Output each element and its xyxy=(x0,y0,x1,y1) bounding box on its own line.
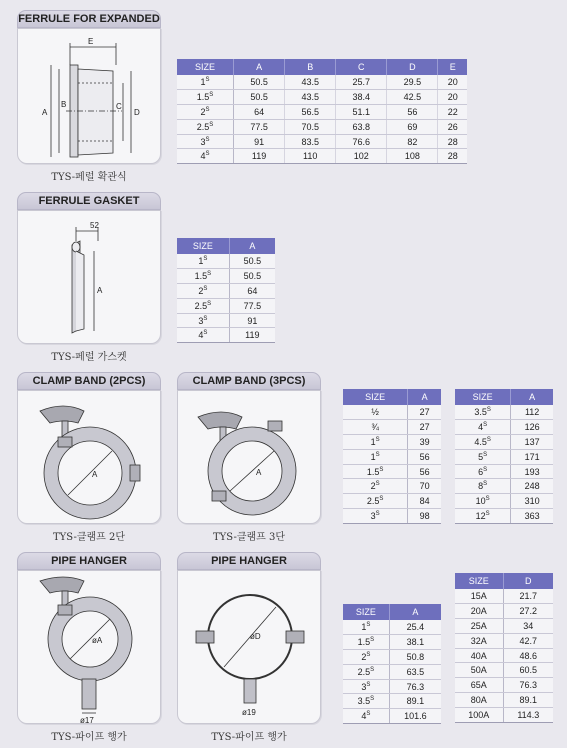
table-row xyxy=(343,664,441,679)
value-cell: 76.3 xyxy=(503,678,553,693)
dim-a-label: A xyxy=(42,108,48,117)
size-cell: $3.5^S$ xyxy=(343,694,389,709)
value-cell: 70.5 xyxy=(285,119,336,134)
value-cell: 20 xyxy=(438,75,467,90)
value-cell: 91 xyxy=(229,313,275,328)
size-cell: $4^S$ xyxy=(343,709,389,724)
dim-52-label: 52 xyxy=(90,221,99,230)
value-cell: 50.5 xyxy=(234,90,285,105)
clamp-3pcs-drawing-panel xyxy=(177,390,321,524)
table-row xyxy=(343,405,441,420)
table-row xyxy=(455,509,553,524)
column-header: D xyxy=(387,59,438,75)
table-row xyxy=(177,298,275,313)
value-cell: 42.7 xyxy=(503,633,553,648)
value-cell: 38.4 xyxy=(336,90,387,105)
size-cell: $2^S$ xyxy=(343,479,408,494)
column-header: SIZE xyxy=(343,604,389,620)
table-row xyxy=(343,694,441,709)
value-cell: 84 xyxy=(408,494,441,509)
value-cell: 56.5 xyxy=(285,105,336,120)
size-cell: $2.5^S$ xyxy=(343,494,408,509)
column-header: SIZE xyxy=(343,389,408,405)
value-cell: 77.5 xyxy=(234,119,285,134)
value-cell: 108 xyxy=(387,149,438,164)
value-cell: 310 xyxy=(511,494,553,509)
table-row xyxy=(177,328,275,343)
value-cell: 28 xyxy=(438,149,467,164)
size-cell: $2^S$ xyxy=(177,284,229,299)
table-row xyxy=(455,619,553,634)
size-cell: $6^S$ xyxy=(455,464,511,479)
table-row xyxy=(455,449,553,464)
ferrule-expanded-drawing xyxy=(18,29,162,165)
size-cell: 32A xyxy=(455,633,503,648)
size-cell: $5^S$ xyxy=(455,449,511,464)
pipe-hanger-2-drawing xyxy=(178,571,322,725)
size-cell: 80A xyxy=(455,693,503,708)
size-cell: 15A xyxy=(455,589,503,604)
table-row xyxy=(455,435,553,450)
clamp-2pcs-drawing-panel xyxy=(17,390,161,524)
value-cell: 63.5 xyxy=(389,664,441,679)
value-cell: 89.1 xyxy=(389,694,441,709)
value-cell: 82 xyxy=(387,134,438,149)
value-cell: 56 xyxy=(387,105,438,120)
value-cell: 39 xyxy=(408,435,441,450)
table-row xyxy=(343,679,441,694)
column-header: A xyxy=(511,389,553,405)
size-cell: $4^S$ xyxy=(177,328,229,343)
size-cell: $3^S$ xyxy=(343,679,389,694)
clamp-2pcs-drawing xyxy=(18,391,162,525)
value-cell: 119 xyxy=(229,328,275,343)
value-cell: 43.5 xyxy=(285,90,336,105)
column-header: B xyxy=(285,59,336,75)
value-cell: 25.4 xyxy=(389,620,441,635)
size-cell: $2^S$ xyxy=(343,650,389,665)
size-cell: $8^S$ xyxy=(455,479,511,494)
dim-d-label: øD xyxy=(250,632,261,641)
value-cell: 29.5 xyxy=(387,75,438,90)
size-cell: $3^S$ xyxy=(177,313,229,328)
value-cell: 50.5 xyxy=(229,254,275,269)
value-cell: 22 xyxy=(438,105,467,120)
dim-a-label: A xyxy=(97,286,103,295)
column-header: A xyxy=(408,389,441,405)
size-cell: $10^S$ xyxy=(455,494,511,509)
size-cell: $1.5^S$ xyxy=(343,635,389,650)
column-header: A xyxy=(389,604,441,620)
table-row xyxy=(455,494,553,509)
table-row xyxy=(177,149,467,164)
value-cell: 193 xyxy=(511,464,553,479)
value-cell: 64 xyxy=(229,284,275,299)
size-cell: $1.5^S$ xyxy=(343,464,408,479)
size-cell: $2.5^S$ xyxy=(177,119,234,134)
table-row xyxy=(455,633,553,648)
value-cell: 70 xyxy=(408,479,441,494)
table-row xyxy=(177,254,275,269)
table-row xyxy=(343,635,441,650)
dim-stem-label: ø17 xyxy=(80,716,94,725)
value-cell: 110 xyxy=(285,149,336,164)
size-cell: $1^S$ xyxy=(343,620,389,635)
dim-b-label: B xyxy=(61,100,67,109)
ferrule-gasket-title: FERRULE GASKET xyxy=(17,192,161,210)
size-cell: $2.5^S$ xyxy=(343,664,389,679)
size-cell: $1^S$ xyxy=(343,449,408,464)
size-cell: $3^S$ xyxy=(177,134,234,149)
value-cell: 63.8 xyxy=(336,119,387,134)
table-row xyxy=(455,589,553,604)
table-row xyxy=(177,119,467,134)
dim-e-label: E xyxy=(88,37,94,46)
pipe-hanger-1-drawing xyxy=(18,571,162,725)
table-row xyxy=(177,105,467,120)
value-cell: 51.1 xyxy=(336,105,387,120)
value-cell: 112 xyxy=(511,405,553,420)
table-row xyxy=(343,464,441,479)
value-cell: 27 xyxy=(408,420,441,435)
value-cell: 76.6 xyxy=(336,134,387,149)
value-cell: 27 xyxy=(408,405,441,420)
table-row xyxy=(343,435,441,450)
ferrule-gasket-caption: TYS-페럴 가스켓 xyxy=(51,352,127,363)
value-cell: 137 xyxy=(511,435,553,450)
size-cell: $1.5^S$ xyxy=(177,269,229,284)
clamp-spec-table-right xyxy=(455,389,553,524)
column-header: E xyxy=(438,59,467,75)
size-cell: 25A xyxy=(455,619,503,634)
column-header: SIZE xyxy=(455,573,503,589)
size-cell: 50A xyxy=(455,663,503,678)
clamp-3pcs-caption: TYS-클램프 3단 xyxy=(212,532,286,543)
ferrule-expanded-caption: TYS-페럴 확관식 xyxy=(51,172,127,183)
size-cell: ¾ xyxy=(343,420,408,435)
value-cell: 101.6 xyxy=(389,709,441,724)
hanger-spec-table-right xyxy=(455,573,553,723)
table-row xyxy=(343,479,441,494)
size-cell: $1^S$ xyxy=(177,75,234,90)
pipe-hanger-2-title: PIPE HANGER xyxy=(177,552,321,570)
gasket-spec-table xyxy=(177,238,275,343)
size-cell: $4^S$ xyxy=(455,420,511,435)
value-cell: 28 xyxy=(438,134,467,149)
table-row xyxy=(455,479,553,494)
value-cell: 25.7 xyxy=(336,75,387,90)
size-cell: $2.5^S$ xyxy=(177,298,229,313)
table-row xyxy=(455,405,553,420)
value-cell: 83.5 xyxy=(285,134,336,149)
size-cell: $1.5^S$ xyxy=(177,90,234,105)
value-cell: 50.5 xyxy=(229,269,275,284)
table-row xyxy=(177,269,275,284)
column-header: SIZE xyxy=(177,59,234,75)
ferrule-expanded-drawing-panel xyxy=(17,28,161,164)
size-cell: $2^S$ xyxy=(177,105,234,120)
clamp-3pcs-drawing xyxy=(178,391,322,525)
dim-stem-label: ø19 xyxy=(242,708,256,717)
value-cell: 114.3 xyxy=(503,707,553,722)
value-cell: 102 xyxy=(336,149,387,164)
dim-a-label: A xyxy=(92,470,98,479)
clamp-spec-table-left xyxy=(343,389,441,524)
table-row xyxy=(177,313,275,328)
value-cell: 50.8 xyxy=(389,650,441,665)
column-header: SIZE xyxy=(177,238,229,254)
table-row xyxy=(343,509,441,524)
ferrule-expanded-title: FERRULE FOR EXPANDED xyxy=(17,10,161,28)
table-row xyxy=(343,449,441,464)
pipe-hanger-1-caption: TYS-파이프 행가 xyxy=(51,732,127,743)
size-cell: ½ xyxy=(343,405,408,420)
size-cell: 20A xyxy=(455,604,503,619)
size-cell: 100A xyxy=(455,707,503,722)
column-header: A xyxy=(234,59,285,75)
value-cell: 76.3 xyxy=(389,679,441,694)
pipe-hanger-2-caption: TYS-파이프 행가 xyxy=(211,732,287,743)
table-row xyxy=(343,494,441,509)
table-row xyxy=(177,134,467,149)
value-cell: 77.5 xyxy=(229,298,275,313)
size-cell: $12^S$ xyxy=(455,509,511,524)
table-row xyxy=(343,420,441,435)
ferrule-spec-table xyxy=(177,59,467,164)
column-header: C xyxy=(336,59,387,75)
value-cell: 34 xyxy=(503,619,553,634)
pipe-hanger-1-title: PIPE HANGER xyxy=(17,552,161,570)
value-cell: 98 xyxy=(408,509,441,524)
table-row xyxy=(455,663,553,678)
value-cell: 248 xyxy=(511,479,553,494)
table-row xyxy=(343,620,441,635)
value-cell: 56 xyxy=(408,449,441,464)
table-row xyxy=(177,90,467,105)
column-header: A xyxy=(229,238,275,254)
table-row xyxy=(455,464,553,479)
value-cell: 20 xyxy=(438,90,467,105)
table-row xyxy=(343,650,441,665)
ferrule-gasket-drawing-panel xyxy=(17,210,161,344)
dim-c-label: C xyxy=(116,102,122,111)
table-row xyxy=(455,707,553,722)
value-cell: 26 xyxy=(438,119,467,134)
size-cell: $3^S$ xyxy=(343,509,408,524)
table-row xyxy=(455,678,553,693)
value-cell: 64 xyxy=(234,105,285,120)
clamp-2pcs-title: CLAMP BAND (2PCS) xyxy=(17,372,161,390)
size-cell: 65A xyxy=(455,678,503,693)
value-cell: 91 xyxy=(234,134,285,149)
value-cell: 60.5 xyxy=(503,663,553,678)
size-cell: $1^S$ xyxy=(177,254,229,269)
value-cell: 27.2 xyxy=(503,604,553,619)
value-cell: 43.5 xyxy=(285,75,336,90)
pipe-hanger-1-drawing-panel xyxy=(17,570,161,724)
column-header: SIZE xyxy=(455,389,511,405)
table-row xyxy=(455,648,553,663)
dim-a-label: øA xyxy=(92,636,103,645)
value-cell: 21.7 xyxy=(503,589,553,604)
size-cell: $4^S$ xyxy=(177,149,234,164)
table-row xyxy=(455,693,553,708)
table-row xyxy=(177,284,275,299)
dim-d-label: D xyxy=(134,108,140,117)
table-row xyxy=(177,75,467,90)
clamp-2pcs-caption: TYS-클램프 2단 xyxy=(52,532,126,543)
value-cell: 42.5 xyxy=(387,90,438,105)
clamp-3pcs-title: CLAMP BAND (3PCS) xyxy=(177,372,321,390)
value-cell: 126 xyxy=(511,420,553,435)
value-cell: 48.6 xyxy=(503,648,553,663)
size-cell: 40A xyxy=(455,648,503,663)
size-cell: $3.5^S$ xyxy=(455,405,511,420)
size-cell: $4.5^S$ xyxy=(455,435,511,450)
value-cell: 171 xyxy=(511,449,553,464)
value-cell: 38.1 xyxy=(389,635,441,650)
pipe-hanger-2-drawing-panel xyxy=(177,570,321,724)
column-header: D xyxy=(503,573,553,589)
hanger-spec-table-left xyxy=(343,604,441,724)
table-row xyxy=(455,604,553,619)
value-cell: 119 xyxy=(234,149,285,164)
value-cell: 69 xyxy=(387,119,438,134)
value-cell: 50.5 xyxy=(234,75,285,90)
table-row xyxy=(343,709,441,724)
value-cell: 89.1 xyxy=(503,693,553,708)
value-cell: 363 xyxy=(511,509,553,524)
ferrule-gasket-drawing xyxy=(18,211,162,345)
dim-a-label: A xyxy=(256,468,262,477)
value-cell: 56 xyxy=(408,464,441,479)
size-cell: $1^S$ xyxy=(343,435,408,450)
table-row xyxy=(455,420,553,435)
